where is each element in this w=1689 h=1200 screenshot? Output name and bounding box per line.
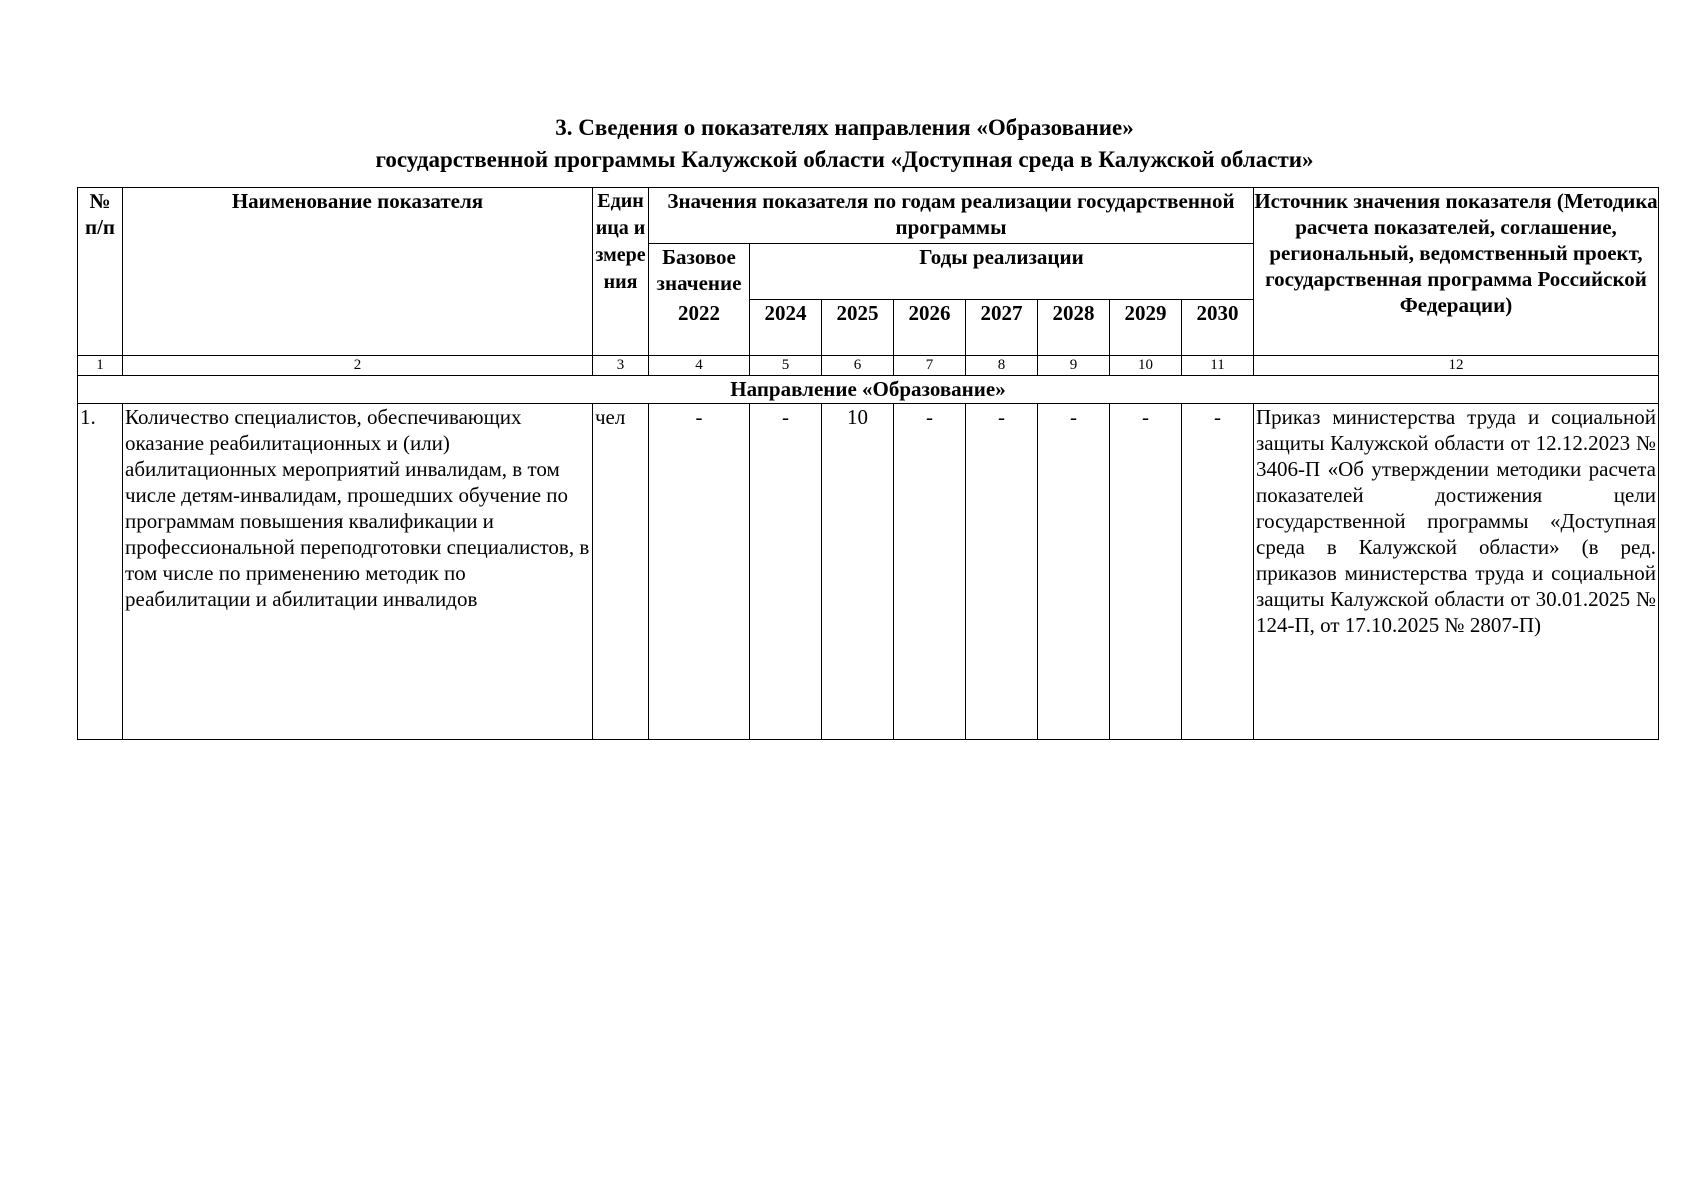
document-title [0,112,1689,176]
column-number: 8 [966,356,1038,376]
title-line-1: 3. Сведения о показателях направления «Образование» [555,115,1134,140]
column-number: 3 [593,356,649,376]
row-value-2027: - [966,404,1038,740]
row-unit: чел [593,404,649,740]
column-number: 12 [1254,356,1659,376]
column-number: 1 [78,356,123,376]
header-year-2029: 2029 [1110,300,1182,356]
row-name: Количество специалистов, обеспечивающих оказание реабилитационных и (или) абилитационных мероприятий инвалидам, в том числе детям-инвалидам, прошедших обучение по программам повышения квалификации и профессиональной переподготовки специалистов, в том числе по применению методик по реабилитации и абилитации инвалидов [123,404,593,740]
row-value-2025: 10 [822,404,894,740]
header-year-2024: 2024 [750,300,822,356]
row-value-2024: - [750,404,822,740]
header-base-label: Базовое значение [656,245,742,295]
header-year-2030: 2030 [1182,300,1254,356]
header-name: Наименование показателя [123,188,593,356]
column-number: 4 [649,356,750,376]
row-base: - [649,404,750,740]
column-number: 11 [1182,356,1254,376]
header-values: Значения показателя по годам реализации государственной программы [649,188,1254,244]
column-number: 2 [123,356,593,376]
row-value-2026: - [894,404,966,740]
header-year-2025: 2025 [822,300,894,356]
indicators-table [77,187,1659,740]
row-num: 1. [78,404,123,740]
column-number: 9 [1038,356,1110,376]
header-years-label: Годы реализации [750,244,1254,300]
row-source: Приказ министерства труда и социальной защиты Калужской области от 12.12.2023 № 3406-П «Об утверждении методики расчета показателей достижения цели государственной программы «Доступная среда в Калужской области» (в ред. приказов министерства труда и социальной защиты Калужской области от 30.01.2025 № 124-П, от 17.10.2025 № 2807-П) [1254,404,1659,740]
direction-row: Направление «Образование» [78,376,1659,404]
column-number: 10 [1110,356,1182,376]
header-year-2028: 2028 [1038,300,1110,356]
header-base [649,244,750,356]
column-number: 5 [750,356,822,376]
header-source: Источник значения показателя (Методика расчета показателей, соглашение, региональный, ведомственный проект, государственная программа Российской Федерации) [1254,188,1659,356]
row-value-2029: - [1110,404,1182,740]
row-value-2030: - [1182,404,1254,740]
header-year-2027: 2027 [966,300,1038,356]
header-num: № п/п [78,188,123,356]
header-base-year: 2022 [678,301,720,325]
column-number: 7 [894,356,966,376]
column-number: 6 [822,356,894,376]
header-year-2026: 2026 [894,300,966,356]
title-line-2: государственной программы Калужской области «Доступная среда в Калужской области» [375,147,1314,172]
header-unit: Единица измерения [593,188,649,356]
row-value-2028: - [1038,404,1110,740]
